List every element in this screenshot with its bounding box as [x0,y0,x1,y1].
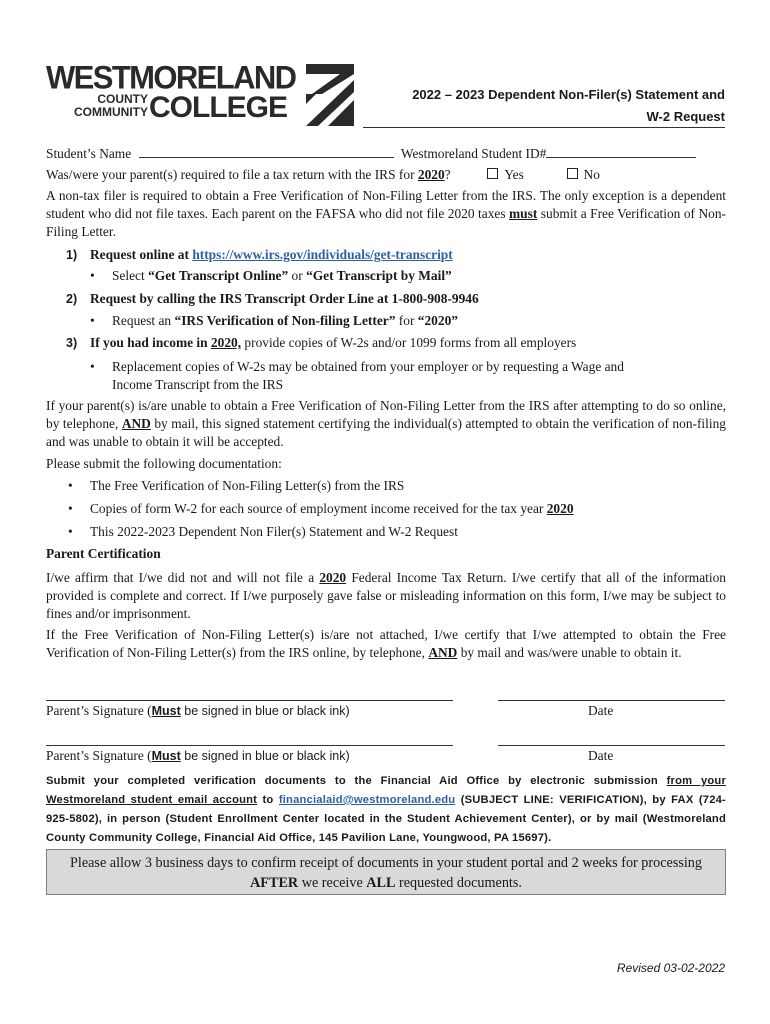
unable-paragraph [46,397,726,451]
bullet-icon: • [90,359,95,374]
cert-p1-pre: I/we affirm that I/we did not and will not file a [46,570,315,585]
step-3-year: 2020, [210,335,242,350]
date-line-2[interactable] [498,745,725,746]
notice-text-mid: we receive [301,875,363,891]
step-1-bullet-option-1: “Get Transcript Online” [148,268,289,283]
cert-p1-post: Federal Income Tax Return. I/we certify that all of the information provided is complete and correct. If I/we purposely gave false or misleading information on this form, I/we may be subject to fines and/or imprisonment. [46,570,726,621]
unable-text-1: If your parent(s) is/are unable to obtain a Free Verification of Non-Filing Letter from the IRS after attempting to do so online, by telephone, [46,398,726,431]
doc-item-3 [68,523,458,541]
doc-item-2-text: Copies of form W-2 for each source of employment income received for the tax year [90,501,544,516]
doc-item-2-year: 2020 [546,501,574,516]
submission-instructions [46,772,726,848]
step-2-bullet-option-1: “IRS Verification of Non-filing Letter” [174,313,396,328]
student-info-row [46,144,696,163]
certification-paragraph-1 [46,569,726,623]
submit-docs-intro: Please submit the following documentation: [46,456,282,471]
submit-text-3: (SUBJECT LINE: VERIFICATION), by FAX (724-925-5802), in person (Student Enrollment Center located in the Student Achievement Center), or by mail (Westmoreland County Community College, Financial Aid Office, 145 Pavilion Lane, Youngwood, PA 15697). [46,794,726,844]
date-label-1: Date [588,703,614,718]
step-1-text: Request online at [90,247,189,262]
sig-label-must: Must [151,704,181,718]
submit-text-1: Submit your completed verification documents to the Financial Aid Office by electronic submission [46,775,658,787]
bullet-icon: • [90,313,95,328]
cert-p1-year: 2020 [319,570,347,585]
intro-must: must [509,206,538,221]
step-2-bullet-mid: for [398,313,415,328]
certification-paragraph-2 [46,626,726,662]
signature-label-2 [46,747,350,765]
step-3-text-post: provide copies of W-2s and/or 1099 forms from all employers [244,335,577,350]
financial-aid-email-link[interactable]: financialaid@westmoreland.edu [278,794,456,806]
title-line-1: 2022 – 2023 Dependent Non-Filer(s) Statement and [412,87,725,102]
step-2-text: Request by calling the IRS Transcript Order Line at 1-800-908-9946 [90,291,479,306]
step-3-text-pre: If you had income in [90,335,208,350]
college-logo [46,59,358,128]
step-2 [66,290,479,308]
signature-label-1 [46,702,350,720]
doc-item-1-text: The Free Verification of Non-Filing Letter(s) from the IRS [90,478,405,493]
date-label-2: Date [588,748,614,763]
logo-text-college: COLLEGE [149,91,288,124]
doc-item-1 [68,477,404,495]
step-2-bullet [90,312,458,330]
sig-label-pre: Parent’s Signature ( [46,703,152,718]
no-checkbox[interactable] [567,168,578,179]
step-3-number: 3) [66,336,78,350]
certification-heading: Parent Certification [46,546,161,561]
doc-item-3-text: This 2022-2023 Dependent Non Filer(s) Statement and W-2 Request [90,524,458,539]
yes-checkbox[interactable] [487,168,498,179]
date-line-1[interactable] [498,700,725,701]
step-1-bullet-mid: or [291,268,303,283]
doc-item-2 [68,500,574,518]
bullet-icon: • [90,268,95,283]
step-1-bullet-option-2: “Get Transcript by Mail” [306,268,452,283]
notice-text-pre: Please allow 3 business days to confirm receipt of documents in your student portal and 2 weeks for processing [70,855,702,871]
question-year: 2020 [417,167,445,182]
unable-text-2: by mail, this signed statement certifying the individual(s) attempted to obtain the verification of non-filing and was unable to obtain it will be accepted. [46,416,726,449]
step-3-bullet-line-1: Replacement copies of W-2s may be obtained from your employer or by requesting a Wage and [112,359,624,374]
sig-label-must: Must [151,749,181,763]
yes-label: Yes [504,167,524,182]
cert-p2-pre: If the Free Verification of Non-Filing Letter(s) is/are not attached, I/we certify that I/we attempted to obtain the Free Verification of Non-Filing Letter(s) from the IRS online, by telephone, [46,627,726,660]
notice-all: ALL [366,875,396,891]
notice-after: AFTER [250,875,299,891]
unable-and: AND [121,416,151,431]
step-1 [66,246,453,264]
bullet-icon: • [68,478,73,493]
signature-line-2[interactable] [46,745,453,746]
submit-text-2: to [262,794,274,806]
step-2-bullet-pre: Request an [112,313,172,328]
step-3-bullet-cont: Income Transcript from the IRS [112,377,284,392]
step-3-bullet [90,358,624,376]
intro-text-1: A non-tax filer is required to obtain a Free Verification of Non-Filing Letter from the IRS. The only exception is a dependent student who did not file taxes. Each parent on the FAFSA who did not file 2020 taxes [46,188,726,221]
student-id-label: Westmoreland Student ID# [400,146,547,161]
logo-mark-icon [304,64,356,126]
bullet-icon: • [68,524,73,539]
logo-text-county: COUNTY [97,92,148,106]
student-name-label: Student’s Name [46,146,132,161]
sig-label-post: be signed in blue or black ink) [180,749,350,763]
irs-transcript-link[interactable]: https://www.irs.gov/individuals/get-transcript [192,247,453,262]
student-id-field[interactable] [546,144,696,158]
step-3 [66,334,576,352]
notice-text-post: requested documents. [399,875,522,891]
question-mark: ? [444,167,451,182]
cert-p2-post: by mail and was/were unable to obtain it. [460,645,682,660]
step-1-number: 1) [66,248,78,262]
header-divider [363,127,725,128]
step-1-bullet [90,267,452,285]
cert-p2-and: AND [428,645,458,660]
logo-text-community: COMMUNITY [74,105,148,119]
question-text: Was/were your parent(s) required to file a tax return with the IRS for [46,167,415,182]
step-2-number: 2) [66,292,78,306]
intro-paragraph [46,187,726,241]
logo-text-westmoreland: WESTMORELAND [46,59,296,96]
no-label: No [583,167,600,182]
processing-notice [46,849,726,895]
document-title [365,84,725,128]
revision-date: Revised 03-02-2022 [616,961,725,975]
intro-text-2: submit a Free Verification of Non-Filing Letter. [46,206,726,239]
title-line-2: W-2 Request [646,109,725,124]
sig-label-pre: Parent’s Signature ( [46,748,152,763]
signature-line-1[interactable] [46,700,453,701]
bullet-icon: • [68,501,73,516]
step-2-bullet-option-2: “2020” [417,313,458,328]
sig-label-post: be signed in blue or black ink) [180,704,350,718]
step-1-bullet-pre: Select [112,268,145,283]
student-name-field[interactable] [139,144,394,158]
submit-student-email-account: from your Westmoreland student email account [46,775,726,806]
tax-return-question [46,166,600,184]
